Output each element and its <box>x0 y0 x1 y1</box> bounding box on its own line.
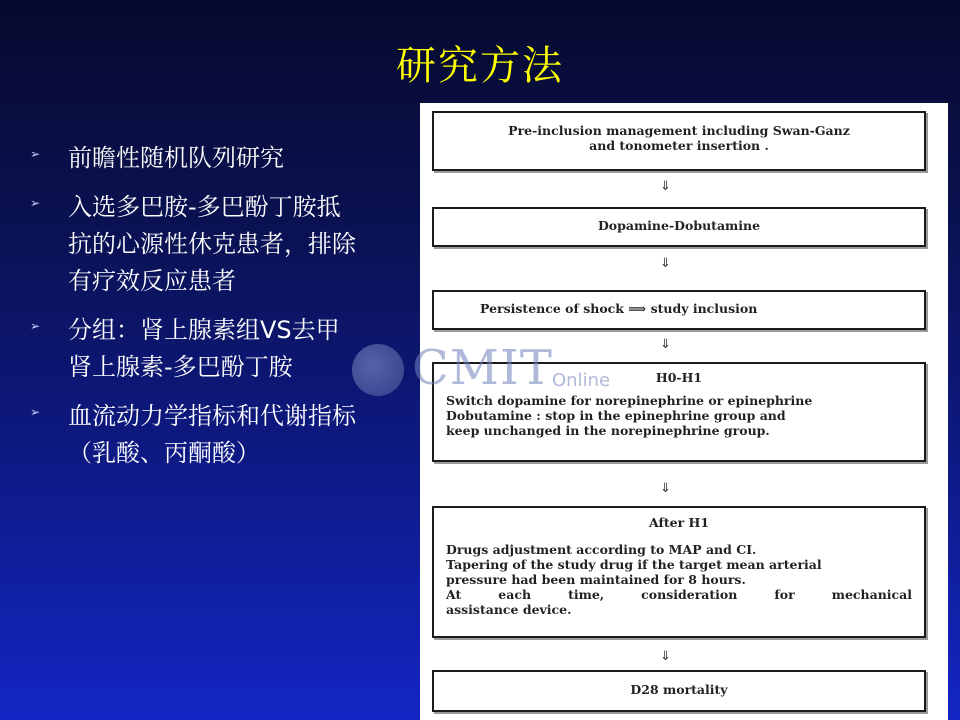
flow-text: keep unchanged in the norepinephrine group. <box>446 423 770 438</box>
bullet-line: 有疗效反应患者 <box>68 267 236 295</box>
flow-text: D28 mortality <box>630 682 728 697</box>
flow-text: Drugs adjustment according to MAP and CI. <box>446 542 757 557</box>
bullet-line: 入选多巴胺-多巴酚丁胺抵 <box>68 193 341 221</box>
flow-text: Tapering of the study drug if the target mean arterial <box>446 557 822 572</box>
bullet-arrow-icon: ➢ <box>30 196 41 210</box>
bullet-item <box>30 398 410 472</box>
bullet-arrow-icon: ➢ <box>30 319 41 333</box>
flow-text: Dobutamine : stop in the epinephrine group and <box>446 408 786 423</box>
bullet-item <box>30 140 410 177</box>
bullet-line: 分组：肾上腺素组VS去甲 <box>68 316 340 344</box>
watermark-sub: Online <box>552 370 611 391</box>
flow-box-after-h1 <box>432 506 926 638</box>
flow-text: Dopamine-Dobutamine <box>597 218 761 233</box>
flow-box-d28 <box>432 670 926 712</box>
watermark-brand: CMIT <box>412 340 553 396</box>
bullet-list <box>30 140 410 484</box>
bullet-line: 肾上腺素-多巴酚丁胺 <box>68 353 293 381</box>
bullet-arrow-icon: ➢ <box>30 405 41 419</box>
flow-box-preinclusion <box>432 111 926 171</box>
slide-title: 研究方法 <box>396 43 564 89</box>
flow-text: pressure had been maintained for 8 hours. <box>446 572 746 587</box>
flow-text: assistance device. <box>446 602 572 617</box>
bullet-arrow-icon: ➢ <box>30 147 41 161</box>
flow-text: At each time, consideration for mechanical <box>446 587 912 602</box>
bullet-item <box>30 189 410 300</box>
flow-box-dopamine <box>432 207 926 247</box>
down-arrow-icon: ⇓ <box>660 256 671 271</box>
flow-heading: H0-H1 <box>655 370 703 385</box>
bullet-line: 血流动力学指标和代谢指标 <box>68 402 356 430</box>
bullet-line: 前瞻性随机队列研究 <box>68 144 284 172</box>
flow-text: and tonometer insertion . <box>589 138 769 153</box>
flow-text: Pre-inclusion management including Swan-Ganz <box>508 123 850 138</box>
bullet-line: （乳酸、丙酮酸） <box>68 439 260 467</box>
down-arrow-icon: ⇓ <box>660 481 671 496</box>
bullet-item <box>30 312 410 386</box>
flow-box-h0-h1 <box>432 362 926 462</box>
flowchart-panel <box>420 103 948 720</box>
down-arrow-icon: ⇓ <box>660 337 671 352</box>
flow-text: Switch dopamine for norepinephrine or epinephrine <box>446 393 813 408</box>
flow-heading: After H1 <box>648 515 710 530</box>
flow-box-persistence <box>432 290 926 330</box>
bullet-line: 抗的心源性休克患者，排除 <box>68 230 356 258</box>
down-arrow-icon: ⇓ <box>660 179 671 194</box>
flow-text: Persistence of shock ⟹ study inclusion <box>480 301 758 316</box>
down-arrow-icon: ⇓ <box>660 649 671 664</box>
